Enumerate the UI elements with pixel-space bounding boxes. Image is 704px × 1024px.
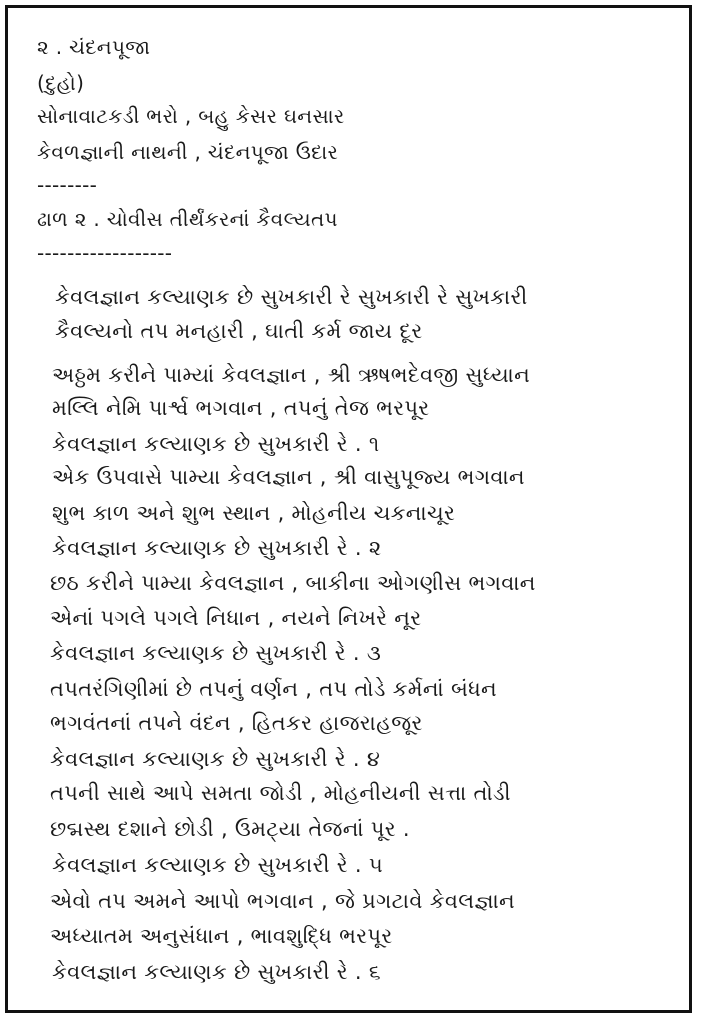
- song-line: કેવલજ્ઞાન કલ્યાણક છે સુખકારી રે સુખકારી રે સુખકારી: [55, 285, 528, 309]
- song-line: એનાં પગલે પગલે નિધાન , નયને નિખરે નૂર: [50, 606, 422, 630]
- song-line: તપની સાથે આપે સમતા જોડી , મોહનીયની સત્તા તોડી: [50, 781, 511, 805]
- song-line: કેવલજ્ઞાન કલ્યાણક છે સુખકારી રે . ૫: [52, 853, 383, 877]
- song-line: અધ્યાતમ અનુસંધાન , ભાવશુદ્ધિ ભરપૂર: [50, 924, 393, 948]
- pooja-title: ૨ . ચંદનપૂજા: [37, 35, 151, 59]
- doha-label: (દુહો): [37, 71, 85, 95]
- song-line: શુભ કાળ અને શુભ સ્થાન , મોહનીય ચકનાચૂર: [52, 501, 456, 525]
- song-line: તપતરંગિણીમાં છે તપનું વર્ણન , તપ તોડે કર્મનાં બંધન: [50, 677, 497, 701]
- song-line: છઠ કરીને પામ્યા કેવલજ્ઞાન , બાકીના ઓગણીસ ભગવાન: [50, 571, 536, 595]
- song-line: કૈવલ્યનો તપ મનહારી , ઘાતી કર્મ જાય દૂર: [55, 319, 423, 343]
- song-line: કેવલજ્ઞાન કલ્યાણક છે સુખકારી રે . ૨: [52, 536, 382, 560]
- song-line: એવો તપ અમને આપો ભગવાન , જે પ્રગટાવે કેવલજ્ઞાન: [50, 889, 516, 913]
- song-line: ભગવંતનાં તપને વંદન , હિતકર હાજરાહજૂર: [50, 711, 423, 735]
- song-line: મલ્લિ નેમિ પાર્શ્વ ભગવાન , તપનું તેજ ભરપૂર: [52, 396, 430, 420]
- song-line: કેવલજ્ઞાન કલ્યાણક છે સુખકારી રે . ૧: [52, 432, 380, 456]
- divider-long: ------------------: [37, 241, 173, 265]
- doha-verse-1: સોનાવાટકડી ભરો , બહુ કેસર ઘનસાર: [37, 104, 345, 128]
- song-line: છદ્મસ્થ દશાને છોડી , ઉમટ્યા તેજનાં પૂર .: [50, 817, 410, 841]
- dhal-title: ઢાળ ૨ . ચોવીસ તીર્થંકરનાં કૈવલ્યતપ: [37, 207, 338, 231]
- doha-verse-2: કેવળજ્ઞાની નાથની , ચંદનપૂજા ઉદાર: [37, 140, 339, 164]
- song-line: કેવલજ્ઞાન કલ્યાણક છે સુખકારી રે . ૩: [50, 641, 382, 665]
- song-line: કેવલજ્ઞાન કલ્યાણક છે સુખકારી રે . ૪: [50, 747, 381, 771]
- song-line: અઠ્ઠમ કરીને પામ્યાં કેવલજ્ઞાન , શ્રી ઋષભદેવજી સુધ્યાન: [52, 363, 531, 387]
- divider-short: --------: [37, 173, 98, 197]
- song-line: કેવલજ્ઞાન કલ્યાણક છે સુખકારી રે . ૬: [52, 960, 381, 984]
- song-line: એક ઉપવાસે પામ્યા કેવલજ્ઞાન , શ્રી વાસુપૂજ્ય ભગવાન: [52, 465, 525, 489]
